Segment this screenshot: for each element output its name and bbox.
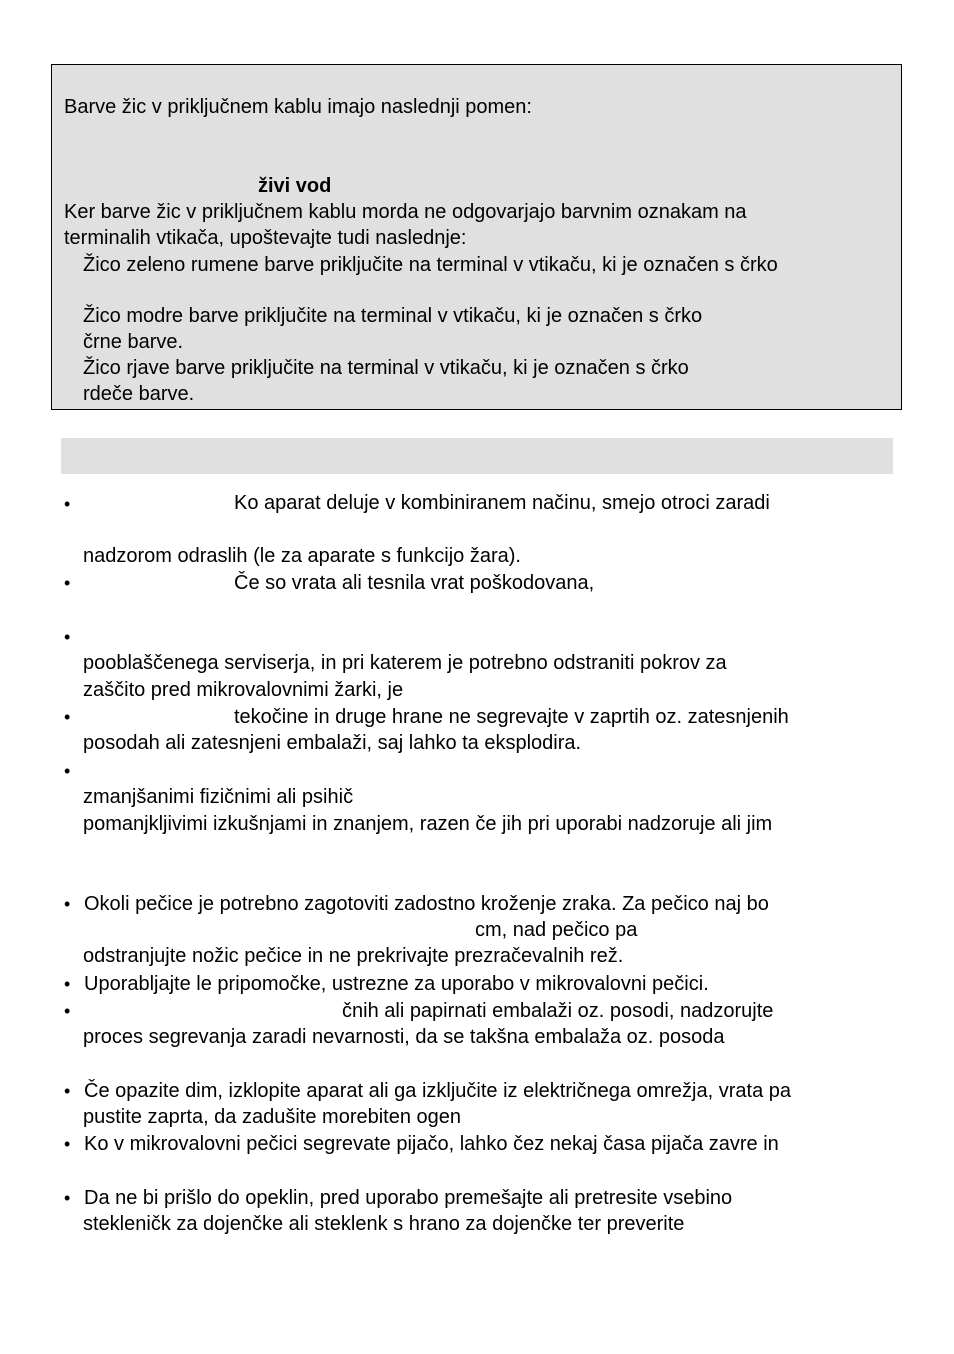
air-circulation-line-3: odstranjujte nožic pečice in ne prekrivajte prezračevalnih rež. [83, 945, 624, 967]
baby-bottles-line-2: stekleničk za dojenčke ali steklenk s hrano za dojenčke ter preverite [83, 1213, 685, 1235]
persons-text-line-2: pomanjkljivimi izkušnjami in znanjem, razen če jih pri uporabi nadzoruje ali jim [83, 813, 773, 835]
section-header-band [61, 438, 893, 474]
live-wire-label: živi vod [258, 175, 332, 197]
persons-text-line-1: zmanjšanimi fizičnimi ali psihič [83, 786, 354, 808]
bullet-symbol: • [64, 494, 71, 514]
bullet-symbol: • [64, 974, 71, 994]
brown-wire-text-line-1: Žico rjave barve priključite na terminal v vtikaču, ki je označen s črko [83, 357, 689, 379]
children-text-line-2: nadzorom odraslih (le za aparate s funkcijo žara). [83, 545, 521, 567]
wiring-note-line-1: Ker barve žic v priključnem kablu morda ne odgovarjajo barvnim oznakam na [64, 201, 747, 223]
air-circulation-line-2: cm, nad pečico pa [475, 919, 638, 941]
service-text-line-2: zaščito pred mikrovalovnimi žarki, je [83, 679, 404, 701]
bullet-symbol: • [64, 1188, 71, 1208]
children-text-line-1: Ko aparat deluje v kombiniranem načinu, smejo otroci zaradi [234, 492, 770, 514]
bullet-symbol: • [64, 707, 71, 727]
bullet-symbol: • [64, 1081, 71, 1101]
service-text-line-1: pooblaščenega serviserja, in pri katerem je potrebno odstraniti pokrov za [83, 652, 727, 674]
drinks-text: Ko v mikrovalovni pečici segrevate pijačo, lahko čez nekaj časa pijača zavre in [84, 1133, 779, 1155]
blue-wire-text-line-1: Žico modre barve priključite na terminal v vtikaču, ki je označen s črko [83, 305, 703, 327]
bullet-symbol: • [64, 1134, 71, 1154]
blue-wire-text-line-2: črne barve. [83, 331, 184, 353]
bullet-symbol: • [64, 627, 71, 647]
packaging-text-line-2: proces segrevanja zaradi nevarnosti, da se takšna embalaža oz. posoda [83, 1026, 725, 1048]
packaging-text-line-1: čnih ali papirnati embalaži oz. posodi, nadzorujte [342, 1000, 774, 1022]
green-yellow-wire-text: Žico zeleno rumene barve priključite na terminal v vtikaču, ki je označen s črko [83, 254, 778, 276]
liquids-text-line-2: posodah ali zatesnjeni embalaži, saj lahko ta eksplodira. [83, 732, 582, 754]
wiring-intro: Barve žic v priključnem kablu imajo naslednji pomen: [64, 96, 532, 118]
baby-bottles-line-1: Da ne bi prišlo do opeklin, pred uporabo premešajte ali pretresite vsebino [84, 1187, 733, 1209]
smoke-text-line-2: pustite zaprta, da zadušite morebiten ogen [83, 1106, 462, 1128]
door-damage-text: Če so vrata ali tesnila vrat poškodovana, [234, 572, 595, 594]
bullet-symbol: • [64, 894, 71, 914]
utensils-text: Uporabljajte le pripomočke, ustrezne za uporabo v mikrovalovni pečici. [84, 973, 709, 995]
air-circulation-line-1: Okoli pečice je potrebno zagotoviti zadostno kroženje zraka. Za pečico naj bo [84, 893, 769, 915]
bullet-symbol: • [64, 573, 71, 593]
brown-wire-text-line-2: rdeče barve. [83, 383, 195, 405]
wiring-note-line-2: terminalih vtikača, upoštevajte tudi naslednje: [64, 227, 467, 249]
liquids-text-line-1: tekočine in druge hrane ne segrevajte v zaprtih oz. zatesnjenih [234, 706, 789, 728]
bullet-symbol: • [64, 761, 71, 781]
smoke-text-line-1: Če opazite dim, izklopite aparat ali ga izključite iz električnega omrežja, vrata pa [84, 1080, 792, 1102]
bullet-symbol: • [64, 1001, 71, 1021]
